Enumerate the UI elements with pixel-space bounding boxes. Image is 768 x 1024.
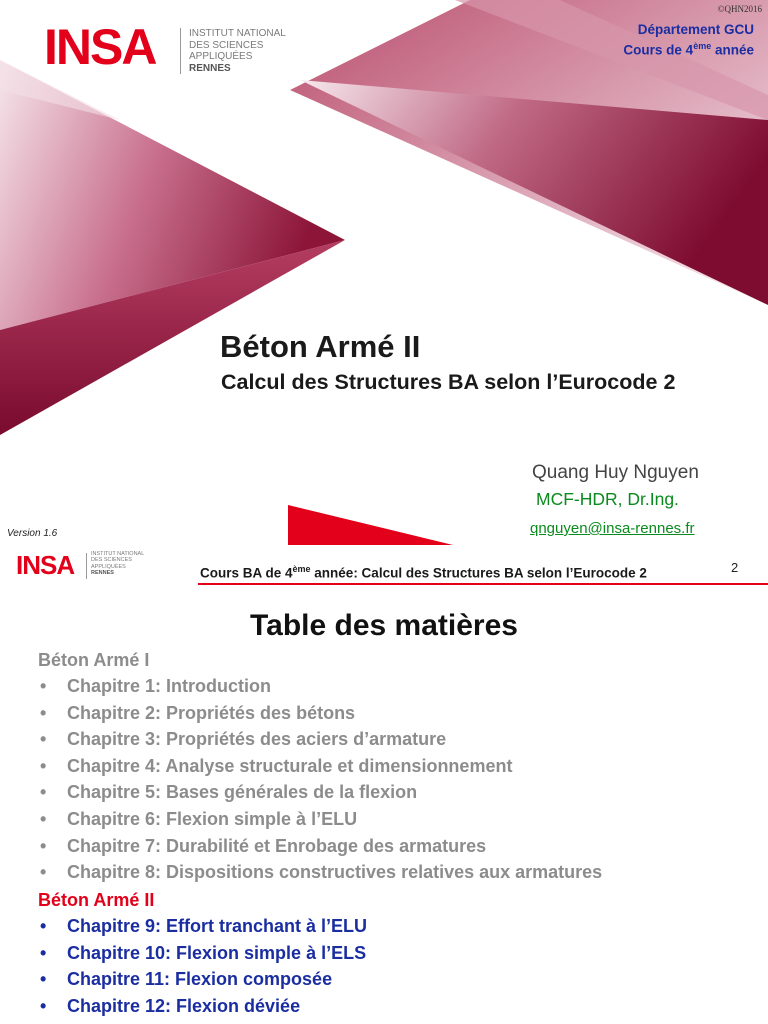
logo-divider xyxy=(86,553,87,579)
logo-line-3: APPLIQUÉES xyxy=(189,51,253,62)
toc-title: Table des matières xyxy=(250,609,518,642)
course-title: Béton Armé II xyxy=(220,329,421,364)
logo-line-1: INSTITUT NATIONAL xyxy=(189,28,286,39)
red-accent-shape xyxy=(288,505,458,545)
logo-city: RENNES xyxy=(189,62,231,74)
author-email-link[interactable]: qnguyen@insa-rennes.fr xyxy=(530,520,695,537)
toc-slide: INSA INSTITUT NATIONAL DES SCIENCES APPLIQUÉES RENNES Cours BA de 4ème année: Calcul des Structures BA selon l’Eurocode 2 2 Table des matières Béton Armé I • Chapitre 1: Introduction • Chapitre 2: Propriétés des bétons • Chapitre 3: Propriétés des aciers d’armature • Chapitre 4: Analyse structurale et dimensionnement • Chapitre 5: Bases générales de la flexion • Chapitre 6: Flexion simple à l’ELU • Chapitre 7: Durabilité et Enrobage des armatures • Chapitre 8: Dispositions constructives relatives aux armatures Béton Armé II • Chapitre 9: Effort tranchant à l’ELU • Chapitre 10: Flexion simple à l’ELS • Chapitre 11: Flexion composée • Chapitre 12: Flexion déviée xyxy=(0,545,768,1024)
course-subtitle: Calcul des Structures BA selon l’Eurocode 2 xyxy=(221,370,676,394)
logo-line-2: DES SCIENCES xyxy=(189,39,264,51)
logo-city: RENNES xyxy=(91,570,114,577)
section-heading-beton-arme-2: Béton Armé II xyxy=(38,890,155,910)
version-label: Version 1.6 xyxy=(7,528,58,539)
logo-line-1: INSTITUT NATIONAL xyxy=(91,551,145,557)
insa-logo-wordmark: INSA xyxy=(44,19,156,75)
copyright: ©QHN2016 xyxy=(717,4,762,14)
logo-line-3: APPLIQUÉES xyxy=(91,563,126,570)
insa-logo-text xyxy=(91,551,144,577)
slide-header: Cours BA de 4ème année: Calcul des Structures BA selon l’Eurocode 2 xyxy=(200,564,647,581)
insa-logo-text xyxy=(189,28,286,74)
insa-logo-wordmark: INSA xyxy=(16,550,75,580)
author-role: MCF-HDR, Dr.Ing. xyxy=(536,489,679,509)
header-divider xyxy=(198,583,768,585)
logo-divider xyxy=(180,28,181,74)
section-heading-beton-arme-1: Béton Armé I xyxy=(38,650,150,670)
author-name: Quang Huy Nguyen xyxy=(532,462,699,483)
department-info xyxy=(623,21,754,59)
department-name: Département GCU xyxy=(637,22,754,37)
course-level: Cours de 4ème année xyxy=(623,41,754,58)
logo-line-2: DES SCIENCES xyxy=(91,557,132,564)
page-number: 2 xyxy=(731,560,739,575)
